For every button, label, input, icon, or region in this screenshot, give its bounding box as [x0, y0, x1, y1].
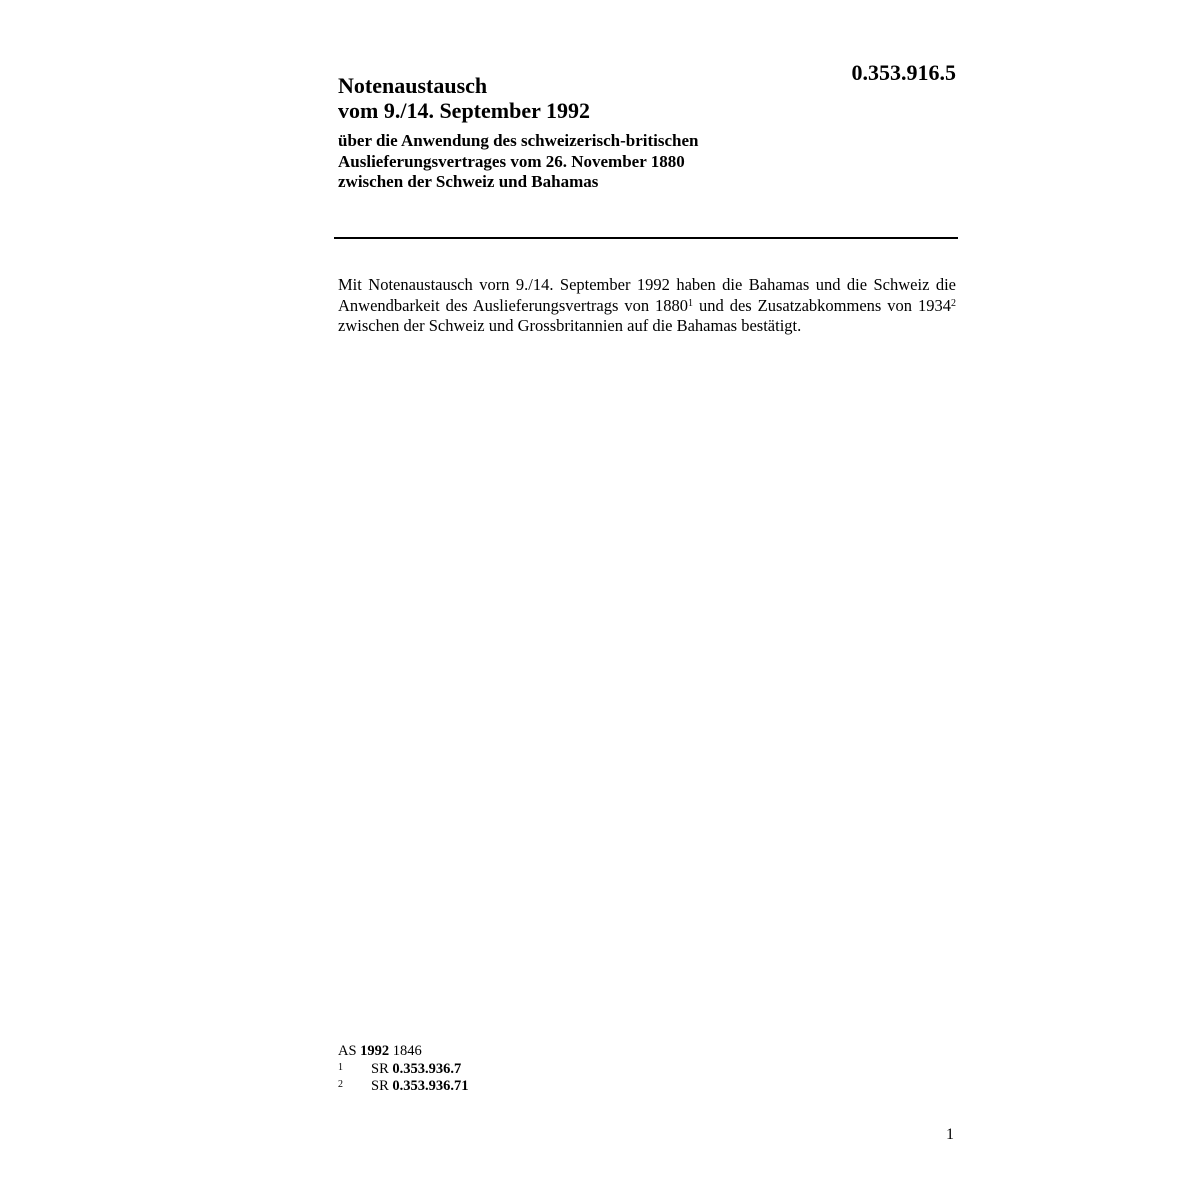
footnote-ref-2[interactable]: 2	[951, 297, 956, 309]
body-text-part-2: und des Zusatzabkommens von 1934	[693, 295, 951, 315]
footnote-item	[338, 1061, 958, 1079]
footnotes	[338, 1043, 958, 1096]
footnote-prefix: SR	[371, 1060, 393, 1077]
title-line-2: vom 9./14. September 1992	[338, 98, 590, 123]
subtitle-line-2: Auslieferungsvertrages vom 26. November 1880	[338, 151, 685, 171]
document-number: 0.353.916.5	[851, 60, 956, 85]
title-block	[338, 73, 958, 123]
as-prefix: AS	[338, 1043, 361, 1059]
footnote-sr-link[interactable]: 0.353.936.7	[392, 1060, 462, 1077]
body-text-part-1: Mit Notenaustausch vorn 9./14. September 1992 haben die Bahamas und die Schweiz die Anwendbarkeit des Auslieferungsvertrags von 1880	[338, 275, 956, 315]
as-page: 1846	[389, 1043, 422, 1059]
page-number: 1	[946, 1126, 954, 1143]
body-paragraph	[338, 275, 956, 337]
footnote-text	[371, 1078, 469, 1096]
footnote-item	[338, 1078, 958, 1096]
footnote-number: 2	[338, 1079, 343, 1090]
title-divider	[334, 237, 958, 239]
as-reference	[338, 1043, 958, 1061]
title-line-1: Notenaustausch	[338, 73, 488, 98]
footnote-number: 1	[338, 1061, 343, 1073]
footnote-sr-link[interactable]: 0.353.936.71	[392, 1078, 469, 1094]
body-text-part-3: zwischen der Schweiz und Grossbritannien auf die Bahamas bestätigt.	[338, 316, 802, 335]
footnote-prefix: SR	[371, 1078, 393, 1094]
subtitle-line-1: über die Anwendung des schweizerisch-britischen	[338, 131, 699, 150]
subtitle-line-3: zwischen der Schweiz und Bahamas	[338, 172, 599, 191]
footnote-ref-1[interactable]: 1	[688, 297, 694, 309]
as-year: 1992	[360, 1043, 390, 1059]
footnote-text	[371, 1061, 461, 1079]
subtitle-block	[338, 131, 958, 193]
